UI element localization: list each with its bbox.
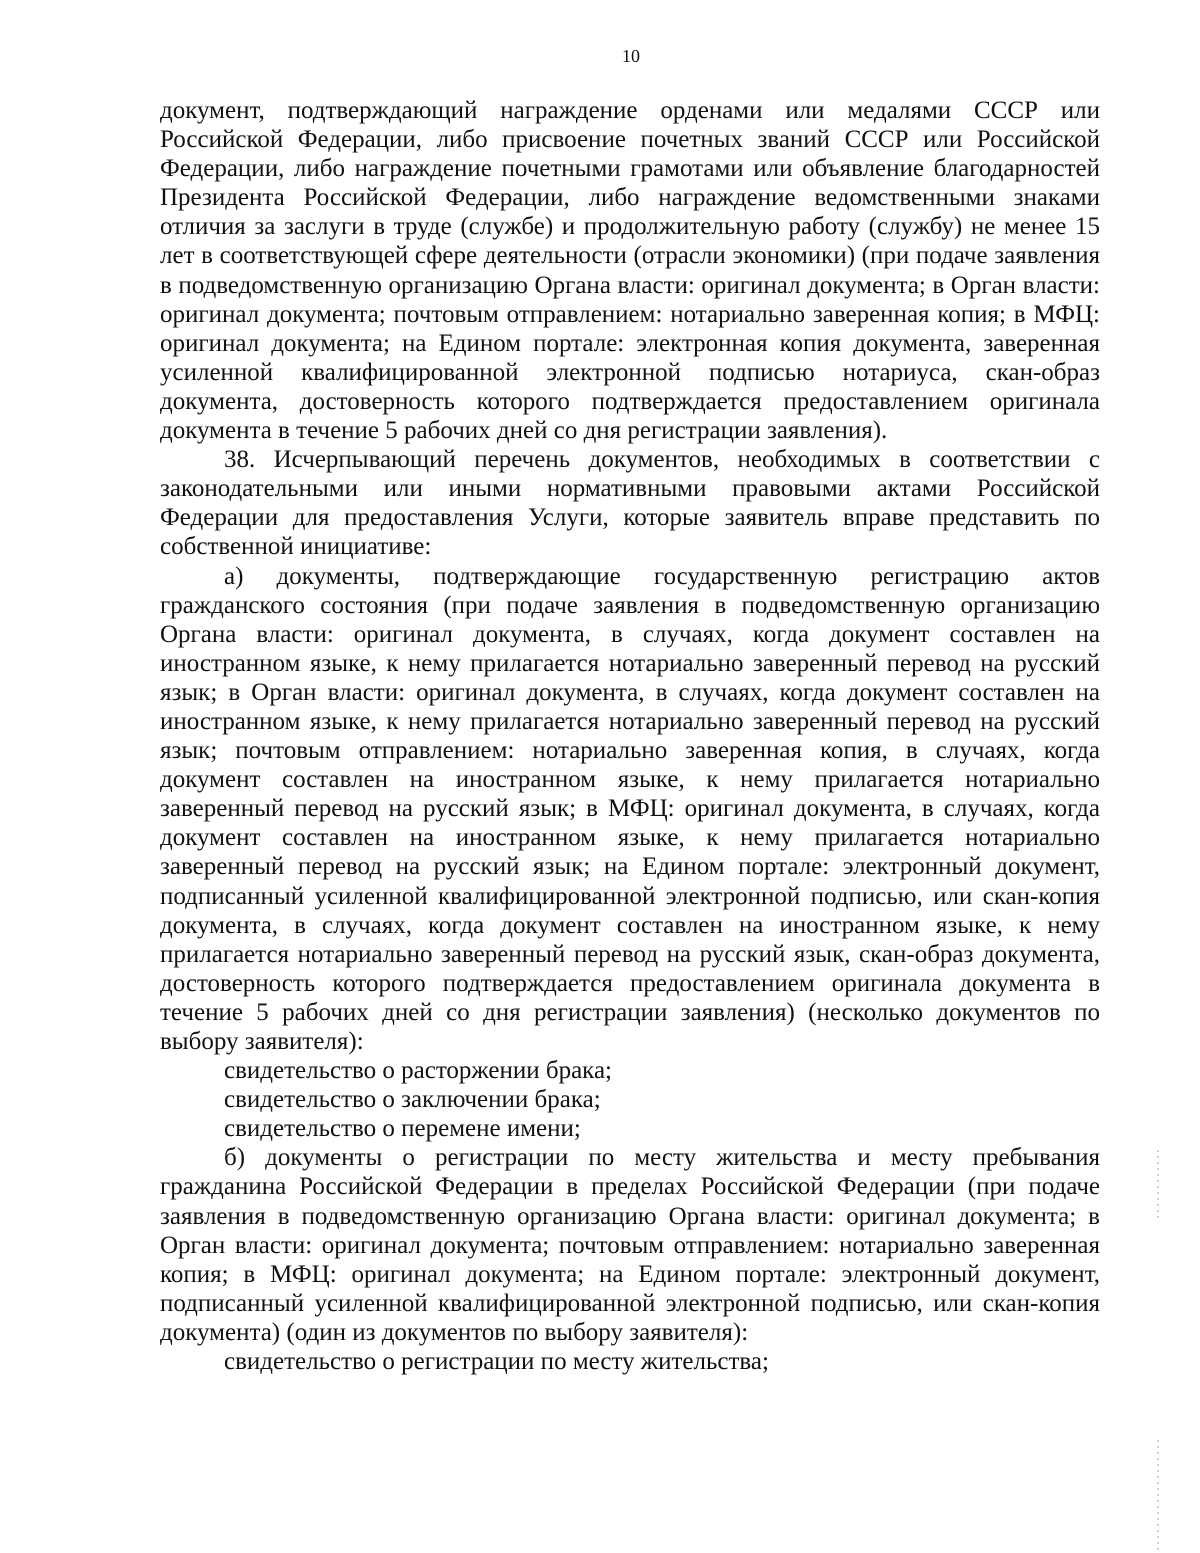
paragraph-item-b: б) документы о регистрации по месту жительства и месту пребывания гражданина Российской Федерации в пределах Российской Федерации (при подаче заявления в подведомственную организацию Органа власти: оригинал документа; в Орган власти: оригинал документа; почтовым отправлением: нотариально заверенная копия; в МФЦ: оригинал документа; на Едином портале: электронный документ, подписанный усиленной квалифицированной электронной подписью, или скан-копия документа) (один из документов по выбору заявителя): — [160, 1144, 1100, 1346]
list-item-name-change-certificate: свидетельство о перемене имени; — [224, 1115, 581, 1143]
list-item-residence-registration: свидетельство о регистрации по месту жительства; — [224, 1348, 769, 1376]
list-item-divorce-certificate: свидетельство о расторжении брака; — [224, 1057, 612, 1085]
paragraph-section-38: 38. Исчерпывающий перечень документов, необходимых в соответствии с законодательными или иными нормативными правовыми актами Российской Федерации для предоставления Услуги, которые заявитель вправе представить по собственной инициативе: — [160, 446, 1100, 561]
scan-edge-mark — [1157, 1150, 1159, 1220]
paragraph-award-document: документ, подтверждающий награждение орденами или медалями СССР или Российской Федерации, либо присвоение почетных званий СССР или Российской Федерации, либо награждение почетными грамотами или объявление благодарностей Президента Российской Федерации, либо награждение ведомственными знаками отличия за заслуги в труде (службе) и продолжительную работу (службу) не менее 15 лет в соответствующей сфере деятельности (отрасли экономики) (при подаче заявления в подведомственную организацию Органа власти: оригинал документа; в Орган власти: оригинал документа; почтовым отправлением: нотариально заверенная копия; в МФЦ: оригинал документа; на Едином портале: электронная копия документа, заверенная усиленной квалифицированной электронной подписью нотариуса, скан-образ документа, достоверность которого подтверждается предоставлением оригинала документа в течение 5 рабочих дней со дня регистрации заявления). — [160, 97, 1100, 445]
list-item-marriage-certificate: свидетельство о заключении брака; — [224, 1086, 601, 1114]
scan-edge-mark — [1157, 1440, 1159, 1550]
document-body — [160, 96, 1100, 1376]
page-number: 10 — [622, 46, 640, 66]
paragraph-item-a: а) документы, подтверждающие государственную регистрацию актов гражданского состояния (при подаче заявления в подведомственную организацию Органа власти: оригинал документа, в случаях, когда документ составлен на иностранном языке, к нему прилагается нотариально заверенный перевод на русский язык; в Орган власти: оригинал документа, в случаях, когда документ составлен на иностранном языке, к нему прилагается нотариально заверенный перевод на русский язык; почтовым отправлением: нотариально заверенная копия, в случаях, когда документ составлен на иностранном языке, к нему прилагается нотариально заверенный перевод на русский язык; в МФЦ: оригинал документа, в случаях, когда документ составлен на иностранном языке, к нему прилагается нотариально заверенный перевод на русский язык; на Едином портале: электронный документ, подписанный усиленной квалифицированной электронной подписью, или скан-копия документа, в случаях, когда документ составлен на иностранном языке, к нему прилагается нотариально заверенный перевод на русский язык, скан-образ документа, достоверность которого подтверждается предоставлением оригинала документа в течение 5 рабочих дней со дня регистрации заявления) (несколько документов по выбору заявителя): — [160, 562, 1100, 1055]
